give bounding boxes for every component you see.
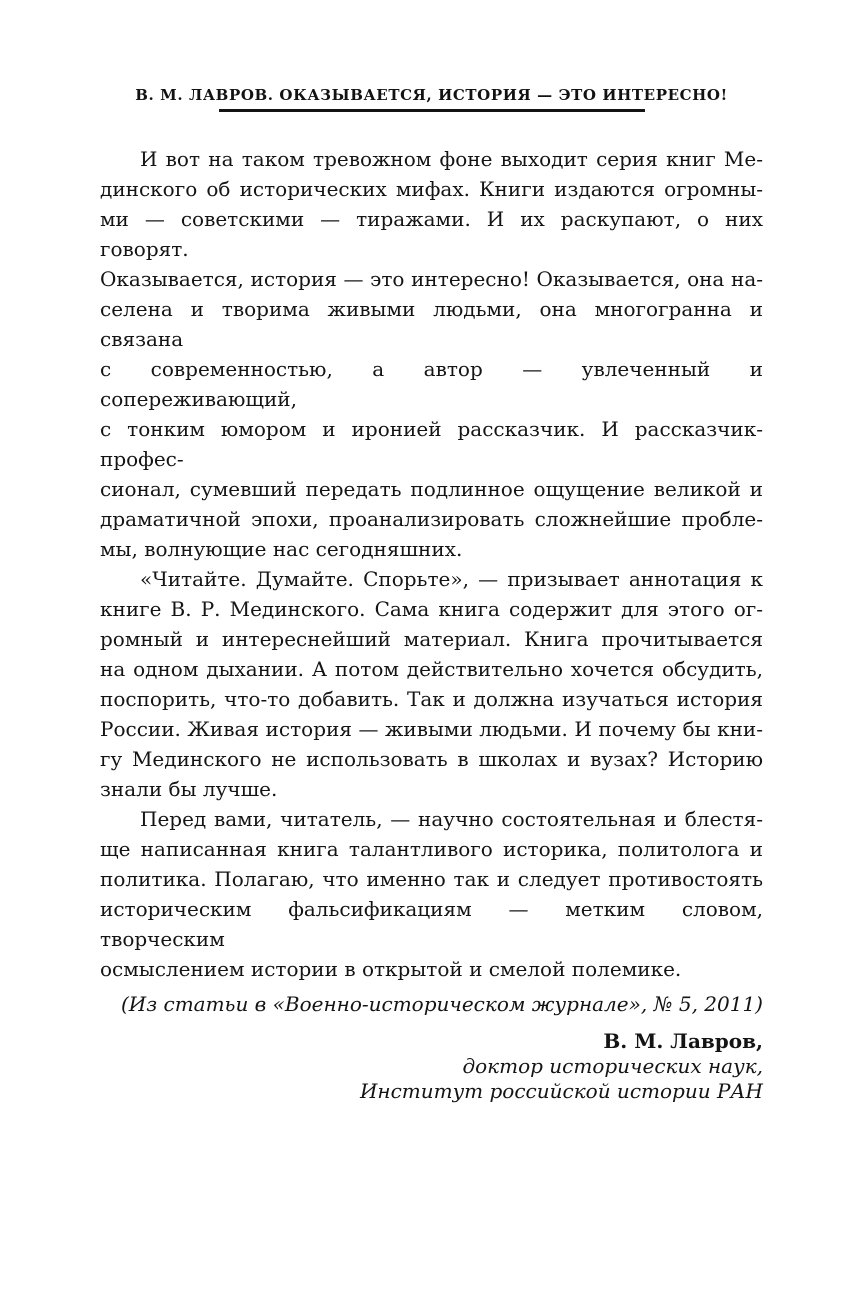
text-line: поспорить, что-то добавить. Так и должна изучаться история xyxy=(100,687,763,711)
signature-affiliation: Институт российской истории РАН xyxy=(359,1079,763,1103)
text-line: на одном дыхании. А потом действительно хочется обсудить, xyxy=(100,657,763,681)
body-text xyxy=(100,144,763,984)
text-line: книге В. Р. Мединского. Сама книга содержит для этого ог- xyxy=(100,597,763,621)
text-line: с современностью, а автор — увлеченный и сопереживающий, xyxy=(100,357,763,411)
text-line: ще написанная книга талантливого историка, политолога и xyxy=(100,837,763,861)
text-line: гу Мединского не использовать в школах и вузах? Историю xyxy=(100,747,763,771)
signature-block xyxy=(100,1029,763,1104)
signature-title: доктор исторических наук, xyxy=(462,1054,763,1078)
running-header xyxy=(100,86,763,112)
text-line: И вот на таком тревожном фоне выходит серия книг Ме- xyxy=(140,147,763,171)
text-line: политика. Полагаю, что именно так и следует противостоять xyxy=(100,867,763,891)
text-line: селена и творима живыми людьми, она многогранна и связана xyxy=(100,297,763,351)
text-line: ми — советскими — тиражами. И их раскупают, о них говорят. xyxy=(100,207,763,261)
paragraph xyxy=(100,564,763,804)
text-line: знали бы лучше. xyxy=(100,777,278,801)
text-line: мы, волнующие нас сегодняшних. xyxy=(100,537,463,561)
page-content xyxy=(100,0,763,1104)
paragraph xyxy=(100,144,763,564)
text-line: историческим фальсификациям — метким словом, творческим xyxy=(100,897,763,951)
header-rule xyxy=(219,109,645,112)
text-line: ромный и интереснейший материал. Книга прочитывается xyxy=(100,627,763,651)
text-line: сионал, сумевший передать подлинное ощущение великой и xyxy=(100,477,763,501)
text-line: драматичной эпохи, проанализировать сложнейшие пробле- xyxy=(100,507,763,531)
text-line: Перед вами, читатель, — научно состоятельная и блестя- xyxy=(140,807,763,831)
text-line: осмыслением истории в открытой и смелой полемике. xyxy=(100,957,682,981)
signature-name: В. М. Лавров, xyxy=(603,1029,763,1053)
text-line: России. Живая история — живыми людьми. И почему бы кни- xyxy=(100,717,763,741)
text-line: динского об исторических мифах. Книги издаются огромны- xyxy=(100,177,763,201)
running-header-title: В. М. ЛАВРОВ. ОКАЗЫВАЕТСЯ, ИСТОРИЯ — ЭТО ИНТЕРЕСНО! xyxy=(135,86,728,104)
text-line: с тонким юмором и иронией рассказчик. И рассказчик-профес- xyxy=(100,417,763,471)
text-line: Оказывается, история — это интересно! Оказывается, она на- xyxy=(100,267,763,291)
paragraph xyxy=(100,804,763,984)
source-attribution: (Из статьи в «Военно-историческом журнале», № 5, 2011) xyxy=(120,992,763,1016)
text-line: «Читайте. Думайте. Спорьте», — призывает аннотация к xyxy=(140,567,763,591)
